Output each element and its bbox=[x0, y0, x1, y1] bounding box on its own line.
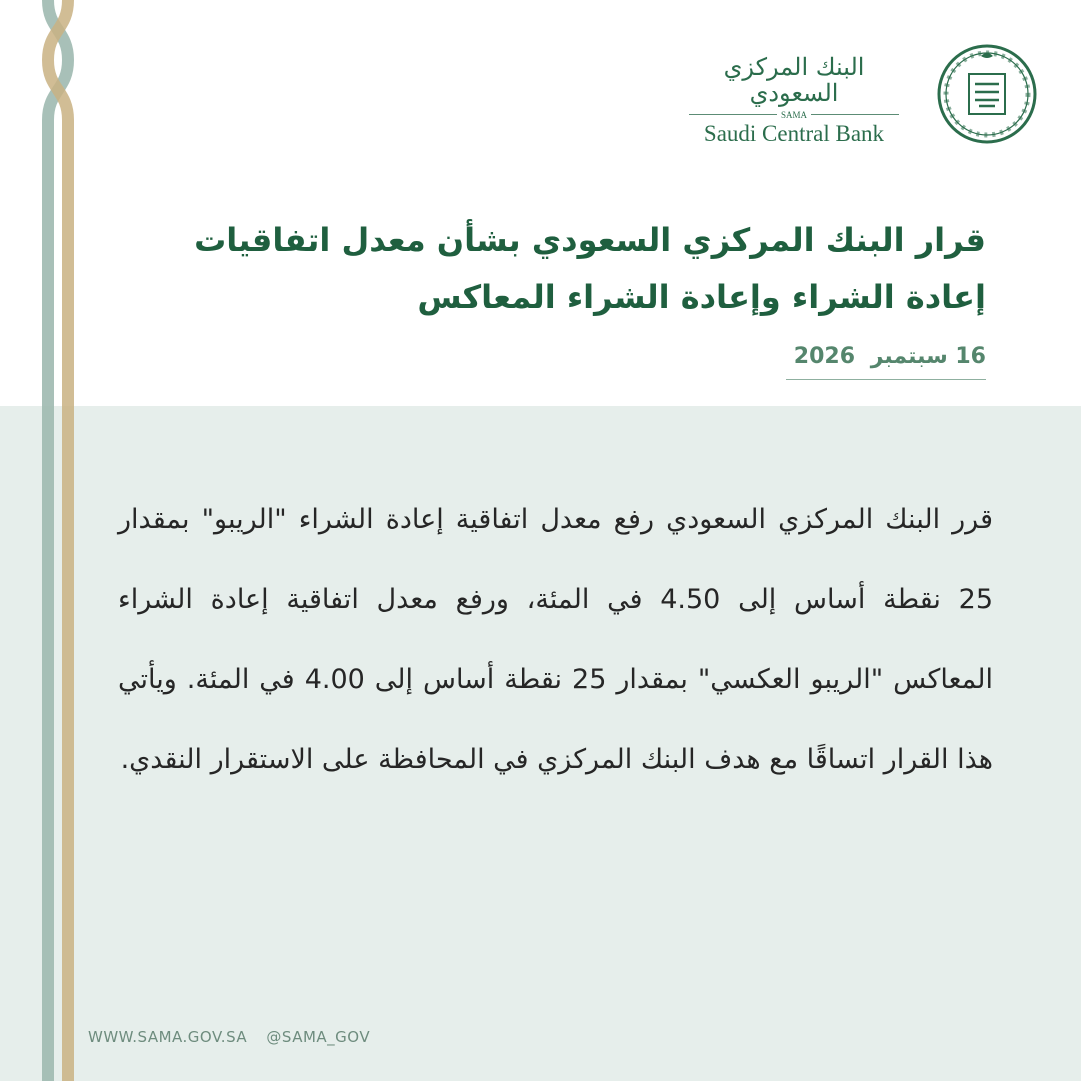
separator-line-left bbox=[689, 114, 777, 115]
bank-name-separator bbox=[689, 110, 899, 120]
bank-name-arabic: البنك المركزي السعودي bbox=[723, 53, 865, 108]
date-day-month: 16 سبتمبر bbox=[870, 344, 986, 369]
date-year: 2026 bbox=[793, 344, 856, 369]
bank-name-block bbox=[689, 54, 899, 147]
sama-logo bbox=[703, 42, 1039, 148]
footer-social-handle: @SAMA_GOV bbox=[266, 1028, 371, 1046]
bank-name-english: Saudi Central Bank bbox=[703, 120, 885, 146]
bank-seal-icon bbox=[935, 42, 1039, 146]
bank-abbreviation: SAMA bbox=[781, 109, 808, 120]
footer-contact bbox=[88, 1028, 370, 1046]
footer-website: WWW.SAMA.GOV.SA bbox=[88, 1028, 248, 1046]
decorative-ribbon bbox=[28, 0, 88, 1081]
announcement-date bbox=[786, 344, 986, 380]
announcement-body: قرر البنك المركزي السعودي رفع معدل اتفاقية إعادة الشراء "الريبو" بمقدار 25 نقطة أساس إلى 4.50 في المئة، ورفع معدل اتفاقية إعادة الشراء المعاكس "الريبو العكسي" بمقدار 25 نقطة أساس إلى 4.00 في المئة. ويأتي هذا القرار اتساقًا مع هدف البنك المركزي في المحافظة على الاستقرار النقدي. bbox=[118, 504, 993, 775]
announcement-title: قرار البنك المركزي السعودي بشأن معدل اتفاقيات إعادة الشراء وإعادة الشراء المعاكس bbox=[194, 221, 986, 316]
separator-line-right bbox=[811, 114, 899, 115]
